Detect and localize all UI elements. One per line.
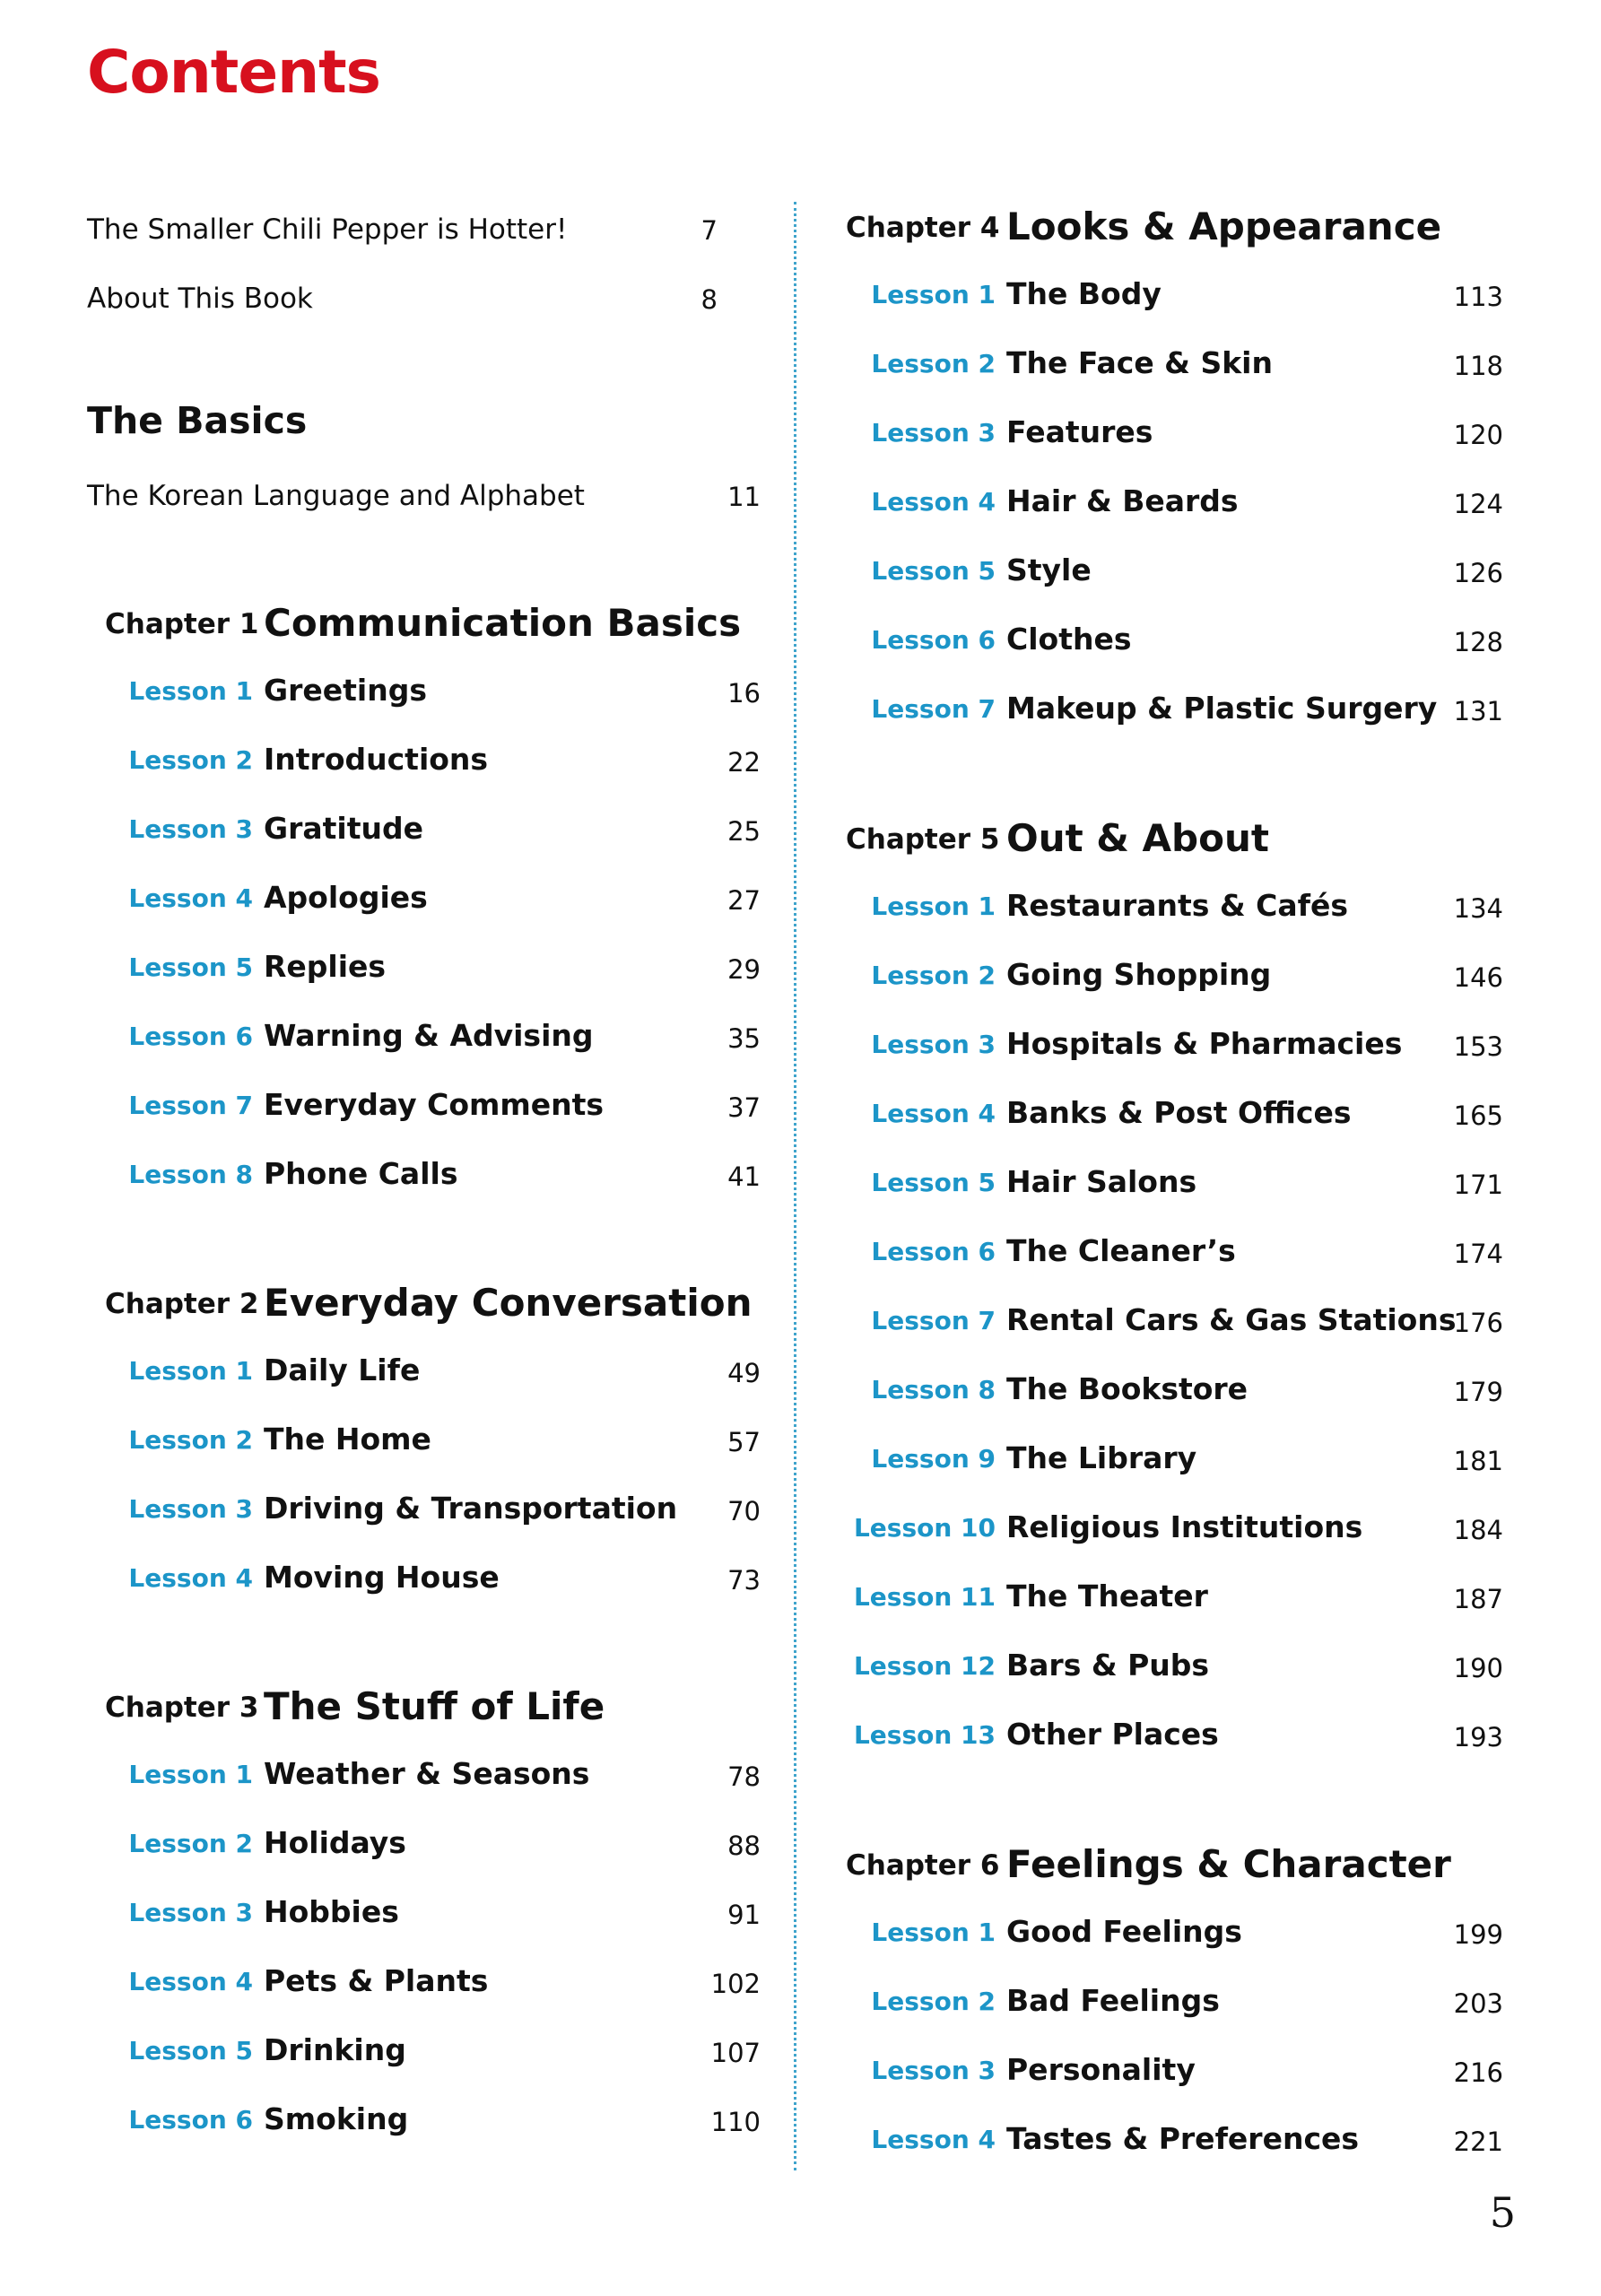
- column-divider: [794, 202, 796, 2170]
- lesson-page: 174: [1453, 1239, 1503, 1269]
- lesson-page: 102: [710, 1969, 761, 1999]
- lesson-label: Lesson 7: [128, 1091, 253, 1120]
- lesson-label: Lesson 8: [871, 1375, 996, 1405]
- lesson-label: Lesson 12: [853, 1651, 996, 1681]
- chapter-5-title[interactable]: Out & About: [1006, 816, 1269, 860]
- lesson-title[interactable]: Hospitals & Pharmacies: [1006, 1026, 1403, 1061]
- intro-entry-page: 7: [700, 215, 718, 246]
- lesson-title[interactable]: Greetings: [264, 673, 427, 708]
- lesson-title[interactable]: Rental Cars & Gas Stations: [1006, 1302, 1457, 1337]
- intro-entry-page: 8: [700, 284, 718, 315]
- lesson-page: 37: [727, 1092, 761, 1123]
- lesson-label: Lesson 11: [853, 1582, 996, 1612]
- chapter-3-label: Chapter 3: [105, 1692, 259, 1724]
- lesson-title[interactable]: Smoking: [264, 2101, 409, 2136]
- lesson-label: Lesson 9: [871, 1444, 996, 1474]
- lesson-label: Lesson 6: [871, 625, 996, 655]
- lesson-title[interactable]: Hobbies: [264, 1894, 399, 1929]
- lesson-title[interactable]: Warning & Advising: [264, 1018, 594, 1053]
- lesson-title[interactable]: Personality: [1006, 2052, 1196, 2087]
- lesson-page: 216: [1453, 2057, 1503, 2088]
- intro-entry-title[interactable]: The Smaller Chili Pepper is Hotter!: [87, 213, 568, 246]
- lesson-page: 107: [710, 2038, 761, 2068]
- lesson-label: Lesson 13: [853, 1720, 996, 1750]
- lesson-label: Lesson 5: [871, 1168, 996, 1197]
- lesson-label: Lesson 3: [128, 814, 253, 844]
- lesson-page: 176: [1453, 1308, 1503, 1338]
- lesson-page: 184: [1453, 1515, 1503, 1545]
- lesson-page: 179: [1453, 1377, 1503, 1407]
- lesson-title[interactable]: Good Feelings: [1006, 1914, 1242, 1949]
- lesson-page: 70: [727, 1496, 761, 1526]
- chapter-4-title[interactable]: Looks & Appearance: [1006, 204, 1442, 248]
- basics-entry-page: 11: [727, 482, 761, 512]
- lesson-title[interactable]: Pets & Plants: [264, 1963, 489, 1998]
- chapter-6-label: Chapter 6: [846, 1849, 1000, 1882]
- lesson-title[interactable]: The Face & Skin: [1006, 345, 1273, 380]
- page-number: 5: [1489, 2188, 1516, 2237]
- lesson-title[interactable]: Hair & Beards: [1006, 483, 1239, 518]
- lesson-label: Lesson 8: [128, 1160, 253, 1189]
- lesson-label: Lesson 6: [871, 1237, 996, 1266]
- lesson-label: Lesson 1: [128, 1356, 253, 1386]
- lesson-title[interactable]: Makeup & Plastic Surgery: [1006, 691, 1438, 726]
- lesson-label: Lesson 2: [128, 1425, 253, 1455]
- lesson-title[interactable]: Hair Salons: [1006, 1164, 1197, 1199]
- lesson-title[interactable]: Going Shopping: [1006, 957, 1272, 992]
- lesson-page: 29: [727, 954, 761, 985]
- chapter-5-label: Chapter 5: [846, 823, 1000, 856]
- lesson-title[interactable]: Moving House: [264, 1560, 500, 1595]
- chapter-1-title[interactable]: Communication Basics: [264, 601, 742, 645]
- lesson-page: 57: [727, 1427, 761, 1457]
- lesson-page: 22: [727, 747, 761, 778]
- lesson-page: 171: [1453, 1170, 1503, 1200]
- lesson-title[interactable]: Features: [1006, 414, 1153, 449]
- lesson-page: 187: [1453, 1584, 1503, 1614]
- lesson-title[interactable]: Style: [1006, 552, 1092, 587]
- lesson-page: 124: [1453, 489, 1503, 519]
- lesson-page: 181: [1453, 1446, 1503, 1476]
- intro-entry-title[interactable]: About This Book: [87, 283, 313, 315]
- lesson-title[interactable]: Daily Life: [264, 1352, 421, 1387]
- lesson-label: Lesson 2: [128, 745, 253, 775]
- lesson-title[interactable]: Bad Feelings: [1006, 1983, 1220, 2018]
- lesson-label: Lesson 4: [128, 1967, 253, 1996]
- lesson-title[interactable]: Clothes: [1006, 622, 1132, 657]
- lesson-title[interactable]: Weather & Seasons: [264, 1756, 590, 1791]
- lesson-title[interactable]: Religious Institutions: [1006, 1509, 1363, 1544]
- lesson-title[interactable]: The Cleaner’s: [1006, 1233, 1236, 1268]
- lesson-label: Lesson 7: [871, 694, 996, 724]
- lesson-label: Lesson 4: [128, 1563, 253, 1593]
- lesson-label: Lesson 6: [128, 2105, 253, 2135]
- lesson-page: 91: [727, 1900, 761, 1930]
- lesson-page: 120: [1453, 420, 1503, 450]
- lesson-page: 193: [1453, 1722, 1503, 1752]
- lesson-label: Lesson 3: [871, 1030, 996, 1059]
- lesson-page: 146: [1453, 962, 1503, 993]
- lesson-label: Lesson 6: [128, 1022, 253, 1051]
- lesson-title[interactable]: Driving & Transportation: [264, 1491, 678, 1526]
- lesson-page: 49: [727, 1358, 761, 1388]
- lesson-label: Lesson 5: [128, 2036, 253, 2066]
- chapter-2-title[interactable]: Everyday Conversation: [264, 1281, 753, 1325]
- chapter-1-label: Chapter 1: [105, 608, 259, 640]
- lesson-title[interactable]: The Body: [1006, 276, 1162, 311]
- lesson-title[interactable]: Replies: [264, 949, 387, 984]
- lesson-page: 88: [727, 1831, 761, 1861]
- lesson-title[interactable]: Gratitude: [264, 811, 423, 846]
- lesson-page: 203: [1453, 1988, 1503, 2019]
- lesson-page: 165: [1453, 1100, 1503, 1131]
- lesson-page: 118: [1453, 351, 1503, 381]
- lesson-label: Lesson 1: [128, 676, 253, 706]
- lesson-label: Lesson 2: [871, 1987, 996, 2016]
- lesson-title[interactable]: Tastes & Preferences: [1006, 2121, 1360, 2156]
- lesson-page: 126: [1453, 558, 1503, 588]
- lesson-page: 134: [1453, 893, 1503, 924]
- page-title: Contents: [87, 38, 380, 107]
- lesson-page: 73: [727, 1565, 761, 1596]
- lesson-title[interactable]: Drinking: [264, 2032, 406, 2067]
- lesson-title[interactable]: Apologies: [264, 880, 428, 915]
- chapter-6-title[interactable]: Feelings & Character: [1006, 1842, 1451, 1886]
- lesson-title[interactable]: Holidays: [264, 1825, 406, 1860]
- lesson-label: Lesson 10: [853, 1513, 996, 1543]
- lesson-page: 41: [727, 1161, 761, 1192]
- lesson-title[interactable]: Phone Calls: [264, 1156, 458, 1191]
- lesson-page: 16: [727, 678, 761, 709]
- lesson-label: Lesson 1: [871, 1918, 996, 1947]
- basics-entry-title[interactable]: The Korean Language and Alphabet: [87, 480, 585, 512]
- lesson-page: 190: [1453, 1653, 1503, 1683]
- lesson-title[interactable]: Bars & Pubs: [1006, 1648, 1210, 1683]
- lesson-page: 25: [727, 816, 761, 847]
- lesson-page: 78: [727, 1761, 761, 1792]
- lesson-title[interactable]: The Library: [1006, 1440, 1197, 1475]
- lesson-title[interactable]: Introductions: [264, 742, 489, 777]
- lesson-title[interactable]: Banks & Post Offices: [1006, 1095, 1352, 1130]
- chapter-4-label: Chapter 4: [846, 212, 1000, 244]
- lesson-title[interactable]: Other Places: [1006, 1717, 1219, 1752]
- chapter-3-title[interactable]: The Stuff of Life: [264, 1684, 605, 1728]
- lesson-label: Lesson 1: [128, 1760, 253, 1789]
- lesson-label: Lesson 2: [128, 1829, 253, 1858]
- lesson-label: Lesson 5: [128, 952, 253, 982]
- lesson-label: Lesson 2: [871, 349, 996, 378]
- lesson-page: 128: [1453, 627, 1503, 657]
- lesson-title[interactable]: Restaurants & Cafés: [1006, 888, 1349, 923]
- lesson-page: 131: [1453, 696, 1503, 726]
- lesson-page: 27: [727, 885, 761, 916]
- lesson-page: 113: [1453, 282, 1503, 312]
- lesson-title[interactable]: The Bookstore: [1006, 1371, 1249, 1406]
- lesson-title[interactable]: The Home: [264, 1422, 431, 1457]
- lesson-label: Lesson 5: [871, 556, 996, 586]
- lesson-label: Lesson 3: [128, 1898, 253, 1927]
- lesson-title[interactable]: Everyday Comments: [264, 1087, 605, 1122]
- basics-heading: The Basics: [87, 399, 308, 442]
- lesson-label: Lesson 3: [871, 418, 996, 448]
- lesson-label: Lesson 4: [871, 1099, 996, 1128]
- lesson-label: Lesson 7: [871, 1306, 996, 1335]
- lesson-page: 199: [1453, 1919, 1503, 1950]
- lesson-label: Lesson 4: [871, 487, 996, 517]
- lesson-page: 153: [1453, 1031, 1503, 1062]
- lesson-title[interactable]: The Theater: [1006, 1578, 1208, 1613]
- lesson-page: 221: [1453, 2126, 1503, 2157]
- chapter-2-label: Chapter 2: [105, 1288, 259, 1320]
- lesson-label: Lesson 3: [871, 2056, 996, 2085]
- lesson-label: Lesson 3: [128, 1494, 253, 1524]
- lesson-page: 110: [710, 2107, 761, 2137]
- lesson-label: Lesson 4: [128, 883, 253, 913]
- lesson-page: 35: [727, 1023, 761, 1054]
- lesson-label: Lesson 1: [871, 280, 996, 309]
- lesson-label: Lesson 1: [871, 891, 996, 921]
- lesson-label: Lesson 4: [871, 2125, 996, 2154]
- lesson-label: Lesson 2: [871, 961, 996, 990]
